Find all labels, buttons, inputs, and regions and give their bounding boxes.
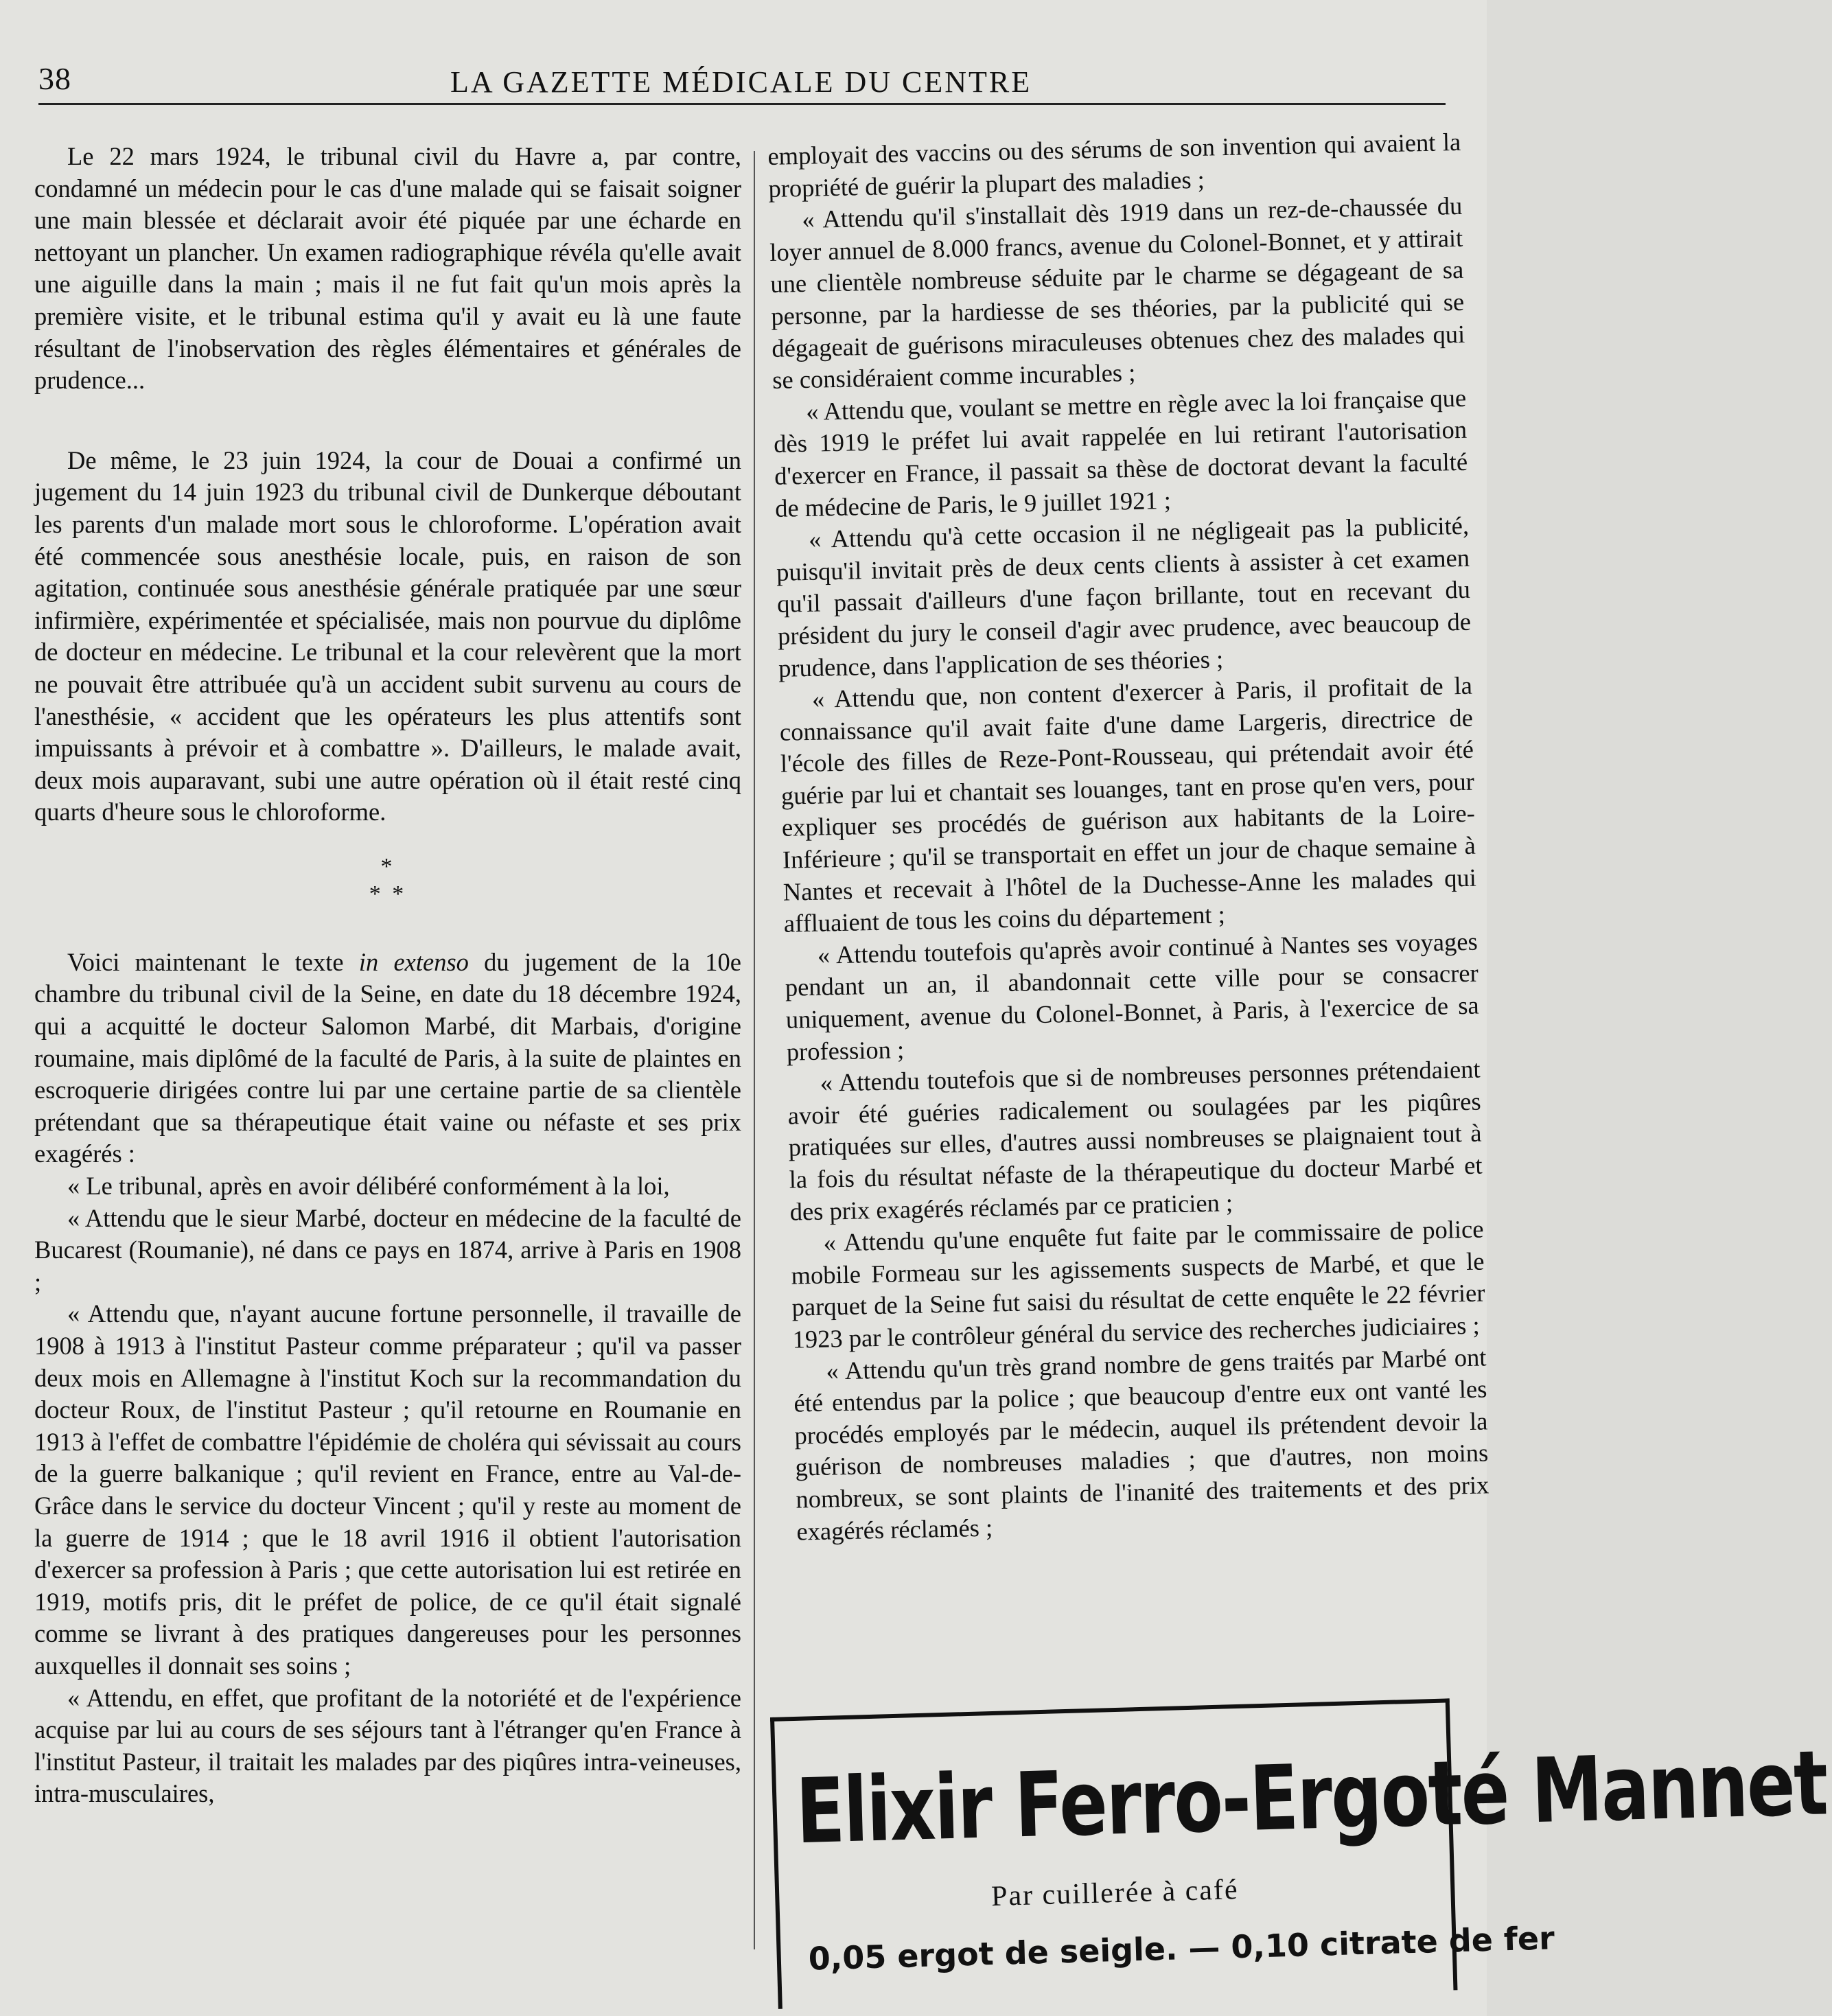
asterism-separator <box>34 853 741 908</box>
left-column <box>34 141 741 1810</box>
paragraph: « Attendu toutefois qu'après avoir continué à Nantes ses voyages pendant un an, il abandonnait cette ville pour se consacrer uniquement, avenue du Colonel-Bonnet, à Paris, à l'exercice de sa profession ; <box>785 927 1480 1066</box>
paragraph: « Attendu, en effet, que profitant de la notoriété et de l'expérience acquise par lui au cours de ses séjours tant à l'étranger qu'en France à l'institut Pasteur, il traitait les malades par des piqûres intra-veineuses, intra-musculaires, <box>34 1683 741 1808</box>
ad-brand-name: Elixir Ferro-Ergoté Mannet <box>794 1730 1829 1864</box>
paragraph-gap <box>34 397 741 445</box>
paragraph: De même, le 23 juin 1924, la cour de Douai a confirmé un jugement du 14 juin 1923 du tribunal civil de Dunkerque déboutant les parents d'un malade mort sous le chloroforme. L'opération avait été commencée sous anesthésie locale, puis, en raison de son agitation, continuée sous anesthésie générale pratiquée par une sœur infirmière, expérimentée et spécialisée, mais non pourvue du diplôme de docteur en médecine. Le tribunal et la cour relevèrent que la mort ne pouvait être attribuée qu'à un accident subit survenu au cours de l'anesthésie, « accident que les opérateurs les plus attentifs sont impuissants à prévoir et à combattre ». D'ailleurs, le malade avait, deux mois auparavant, subi une autre opération où il était resté cinq quarts d'heure sous le chloroforme. <box>34 445 741 826</box>
paragraph: « Attendu qu'une enquête fut faite par le commissaire de police mobile Formeau sur les agissements suspects de Marbé, et que le parquet de la Seine fut saisi du résultat de cette enquête le 22 février 1923 par le contrôleur général du service des recherches judiciaires ; <box>791 1214 1485 1354</box>
paragraph: « Attendu qu'à cette occasion il ne négligeait pas la publicité, puisqu'il invitait près de deux cents clients à assister à cet examen qu'il passait d'ailleurs d'une façon brillante, tout en recevant du président du jury le conseil d'agir avec prudence, avec beaucoup de prudence, dans l'application de ses théories ; <box>776 511 1472 682</box>
text-run: Voici maintenant le texte <box>67 947 359 976</box>
paragraph: « Attendu que, n'ayant aucune fortune personnelle, il travaille de 1908 à 1913 à l'institut Pasteur comme préparateur ; qu'il va passer deux mois en Allemagne à l'institut Koch sur la recommandation du docteur Roux, de l'institut Pasteur ; qu'il retourne en Roumanie en 1913 à l'effet de combattre l'épidémie de choléra qui sévissait au cours de la guerre balkanique ; qu'il revient en France, entre au Val-de-Grâce dans le service du docteur Vincent ; qu'il y reste au moment de la guerre de 1914 ; que le 18 avril 1916 il obtient l'autorisation d'exercer sa profession à Paris ; que cette autorisation lui est retirée en 1919, motifs pris, dit le préfet de police, de ce qu'il était signalé comme se livrant à des pratiques dangereuses pour les personnes auxquelles il donnait ses soins ; <box>34 1299 741 1680</box>
paragraph: « Attendu qu'il s'installait dès 1919 dans un rez-de-chaussée du loyer annuel de 8.000 francs, avenue du Colonel-Bonnet, et y attirait une clientèle nombreuse séduite par le charme se dégageant de sa personne, par la hardiesse de ses théories, par la publicité qui se dégageait de guérisons miraculeuses obtenues chez des malades qui se considéraient comme incurables ; <box>769 192 1465 395</box>
paragraph: employait des vaccins ou des sérums de son invention qui avaient la propriété de guérir la plupart des maladies ; <box>767 127 1461 202</box>
italic-term: in extenso <box>358 947 469 976</box>
paragraph: « Attendu toutefois que si de nombreuses personnes prétendaient avoir été guéries radicalement ou soulagées par les piqûres pratiquées sur elles, d'autres aussi nombreuses se plaignaient tout à la fois du résultat néfaste de la thérapeutique du docteur Marbé et des prix exagérés réclamés par ce praticien ; <box>787 1054 1483 1226</box>
paragraph: « Attendu qu'un très grand nombre de gens traités par Marbé ont été entendus par la police ; que beaucoup d'entre eux ont vanté les procédés employés par le médecin, auquel ils prétendent devoir la guérison de nombreuses maladies ; que d'autres, non moins nombreux, se sont plaints de l'inanité des traitements et des prix exagérés réclamés ; <box>793 1343 1489 1546</box>
paragraph <box>34 947 741 1170</box>
running-title: LA GAZETTE MÉDICALE DU CENTRE <box>450 65 1032 99</box>
column-divider <box>754 151 755 1949</box>
paragraph: Le 22 mars 1924, le tribunal civil du Havre a, par contre, condamné un médecin pour le cas d'une malade qui se faisait soigner une main blessée et déclarait avoir été piquée par une écharde en nettoyant un plancher. Un examen radiographique révéla qu'elle avait une aiguille dans la main ; mais il ne fut fait qu'un mois après la première visite, et le tribunal estima qu'il y avait eu là une faute résultant de l'inobservation des règles élémentaires et générales de prudence... <box>34 142 741 395</box>
page-number: 38 <box>38 61 71 96</box>
asterism-mark: * <box>380 853 395 879</box>
right-column <box>767 126 1490 1548</box>
asterism-mark: * * <box>369 881 407 907</box>
paragraph: « Attendu que, voulant se mettre en règle avec la loi française que dès 1919 le préfet lui avait rappelée en lui retirant l'autorisation d'exercer en France, il passait sa thèse de doctorat devant la faculté de médecine de Paris, le 9 juillet 1921 ; <box>773 383 1468 522</box>
paragraph: « Attendu que le sieur Marbé, docteur en médecine de la faculté de Bucarest (Roumanie), né dans ce pays en 1874, arrive à Paris en 1908 ; <box>34 1203 741 1296</box>
ad-dosage-line: Par cuillerée à café <box>990 1874 1240 1913</box>
header-rule <box>38 103 1446 105</box>
text-run: du jugement de la 10e chambre du tribunal civil de la Seine, en date du 18 décembre 1924, qui a acquitté le docteur Salomon Marbé, dit Marbais, d'origine roumaine, mais diplômé de la faculté de Paris, à la suite de plaintes en escroquerie dirigées contre lui par une certaine partie de sa clientèle prétendant que sa thérapeutique était vaine ou néfaste et ses prix exagérés : <box>34 947 741 1168</box>
page-header <box>38 60 1446 108</box>
ad-composition: 0,05 ergot de seigle. — 0,10 citrate de fer <box>808 1919 1555 1978</box>
paragraph: « Le tribunal, après en avoir délibéré conformément à la loi, <box>67 1172 670 1201</box>
paragraph: « Attendu que, non content d'exercer à Paris, il profitait de la connaissance qu'il avait faite d'une dame Largeris, directrice de l'école des filles de Reze-Pont-Rousseau, qui prétendait avoir été guérie par lui et chantait ses louanges, tant en prose qu'en vers, pour expliquer ses procédés de guérison aux habitants de la Loire-Inférieure ; qu'il se transportait en effet un jour de chaque semaine à Nantes et recevait à l'hôtel de la Duchesse-Anne les malades qui affluaient de tous les coins du département ; <box>779 671 1477 938</box>
advertisement-box <box>770 1698 1829 2008</box>
